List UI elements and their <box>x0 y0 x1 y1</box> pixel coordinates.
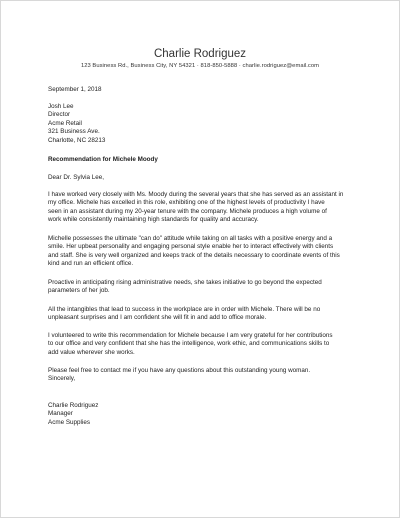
paragraph-line: Proactive in anticipating rising administrative needs, she takes initiative to go beyond the expected <box>48 279 322 286</box>
closing-valediction: Sincerely, <box>48 375 76 383</box>
signature-title: Manager <box>48 410 73 418</box>
recipient-city: Charlotte, NC 28213 <box>48 136 106 144</box>
closing <box>48 367 363 384</box>
body-paragraph-3 <box>48 279 363 296</box>
sender-name: Charlie Rodriguez <box>153 48 247 60</box>
paragraph-line: unpleasant surprises and I am confident she will fit in and add to office morale. <box>48 314 267 322</box>
paragraph-line: Michelle possesses the ultimate "can do" attitude while taking on all tasks with a positive energy and a <box>48 235 333 242</box>
recipient-company: Acme Retail <box>48 119 82 127</box>
paragraph-line: add value wherever she works. <box>48 348 135 356</box>
paragraph-line: my office. Michele has excelled in this role, exhibiting one of the highest levels of productivity I have <box>48 199 325 207</box>
signature-company: Acme Supplies <box>48 418 90 426</box>
subject-text: Recommendation for Michele Moody <box>48 156 158 163</box>
paragraph-line: All the intangibles that lead to success in the workplace are in order with Michele. There will be no <box>48 306 321 313</box>
recipient-name: Josh Lee <box>48 103 74 110</box>
sender-contact-line: 123 Business Rd., Business City, NY 54321 · 818-850-5888 · charlie.rodriguez@email.com <box>80 63 320 69</box>
body-paragraph-2 <box>48 235 363 269</box>
date-text: September 1, 2018 <box>48 86 102 93</box>
closing-line: Please feel free to contact me if you have any questions about this outstanding young woman. <box>48 367 311 374</box>
salutation <box>48 174 363 182</box>
subject-line <box>48 156 363 164</box>
paragraph-line: parameters of her job. <box>48 287 110 295</box>
body-paragraph-5 <box>48 332 363 357</box>
body-paragraph-4 <box>48 306 363 323</box>
paragraph-line: work while consistently maintaining high standards for quality and accuracy. <box>48 216 259 224</box>
signature-block <box>48 402 363 427</box>
paragraph-line: seen in an assistant during my 20-year tenure with the company. Michele produces a high volume of <box>48 207 327 215</box>
letter-date <box>48 86 363 94</box>
paragraph-line: to our office and very confident that she has the intelligence, work ethic, and communications skills to <box>48 340 330 348</box>
recipient-address <box>48 103 363 145</box>
paragraph-line: kind and run an efficient office. <box>48 260 134 268</box>
salutation-text: Dear Dr. Sylvia Lee, <box>48 174 104 181</box>
recipient-street: 321 Business Ave. <box>48 128 100 136</box>
signature-name: Charlie Rodriguez <box>48 402 99 409</box>
body-paragraph-1 <box>48 191 363 225</box>
paragraph-line: smile. Her upbeat personality and engaging personal style enable her to interact effectively with clients <box>48 243 334 251</box>
paragraph-line: I volunteered to write this recommendation for Michele because I am very grateful for her contributions <box>48 332 333 339</box>
paragraph-line: I have worked very closely with Ms. Moody during the several years that she has served as an assistant in <box>48 191 344 198</box>
recipient-title: Director <box>48 111 71 119</box>
paragraph-line: and staff. She is very well organized and keeps track of the details necessary to coordinate events of this <box>48 251 340 259</box>
